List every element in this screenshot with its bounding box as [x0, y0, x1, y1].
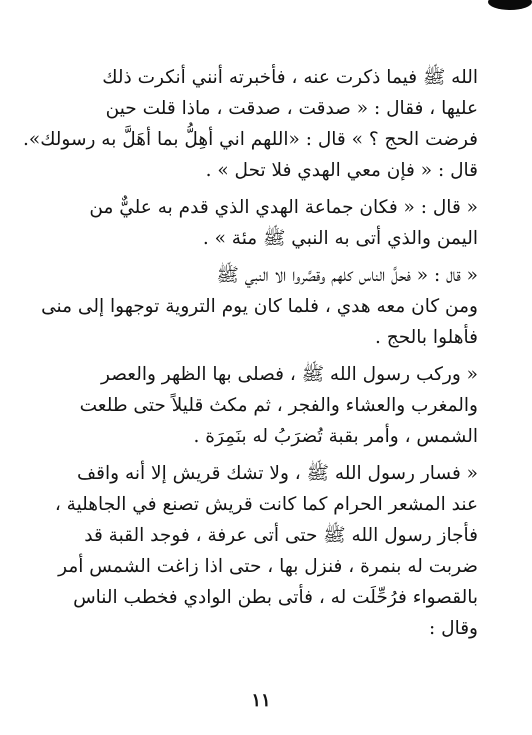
text-line: اليمن والذي أتى به النبي ﷺ مئة » .	[202, 228, 478, 249]
corner-ink-mark	[488, 0, 532, 10]
paragraph-2	[70, 192, 478, 254]
text-line: « قال : « فحلَّ الناس كلهم وقصَّروا الا النبي ﷺ	[216, 265, 478, 286]
paragraph-5	[54, 458, 478, 644]
text-line: قال : « فإن معي الهدي فلا تحل » .	[205, 160, 478, 181]
text-line: فأجاز رسول الله ﷺ حتى أتى عرفة ، فوجد القبة قد	[84, 525, 478, 546]
text-line: والمغرب والعشاء والفجر ، ثم مكث قليلاً حتى طلعت	[79, 395, 478, 416]
page-body	[23, 62, 478, 644]
text-line: الله ﷺ فيما ذكرت عنه ، فأخبرته أنني أنكرت ذلك	[102, 67, 478, 88]
text-line: عند المشعر الحرام كما كانت قريش تصنع في الجاهلية ،	[54, 494, 478, 515]
paragraph-1	[23, 62, 478, 186]
text-line: فرضت الحج ؟ » قال : «اللهم اني أهِلُّ بما أهَلَّ به رسولك».	[23, 129, 478, 150]
text-line: عليها ، فقال : « صدقت ، صدقت ، ماذا قلت حين	[105, 98, 478, 119]
text-line: « فسار رسول الله ﷺ ، ولا تشك قريش إلا أنه واقف	[77, 463, 478, 484]
text-line: « وركب رسول الله ﷺ ، فصلى بها الظهر والعصر	[101, 364, 478, 385]
text-line: الشمس ، وأمر بقبة تُضرَبُ له بنَمِرَة .	[193, 426, 478, 447]
text-line: « قال : « فكان جماعة الهدي الذي قدم به عليٌّ من	[89, 197, 478, 218]
text-line: ومن كان معه هدي ، فلما كان يوم التروية توجهوا إلى منى	[41, 296, 478, 317]
page-number: ١١	[251, 690, 271, 711]
text-line: وقال :	[429, 618, 478, 639]
paragraph-3	[41, 260, 478, 353]
text-line: بالقصواء فرُحِّلَت له ، فأتى بطن الوادي فخطب الناس	[73, 587, 478, 608]
text-line: ضربت له بنمرة ، فنزل بها ، حتى اذا زاغت الشمس أمر	[58, 556, 478, 577]
paragraph-4	[70, 359, 478, 452]
text-line: فأهلوا بالحج .	[374, 327, 478, 348]
